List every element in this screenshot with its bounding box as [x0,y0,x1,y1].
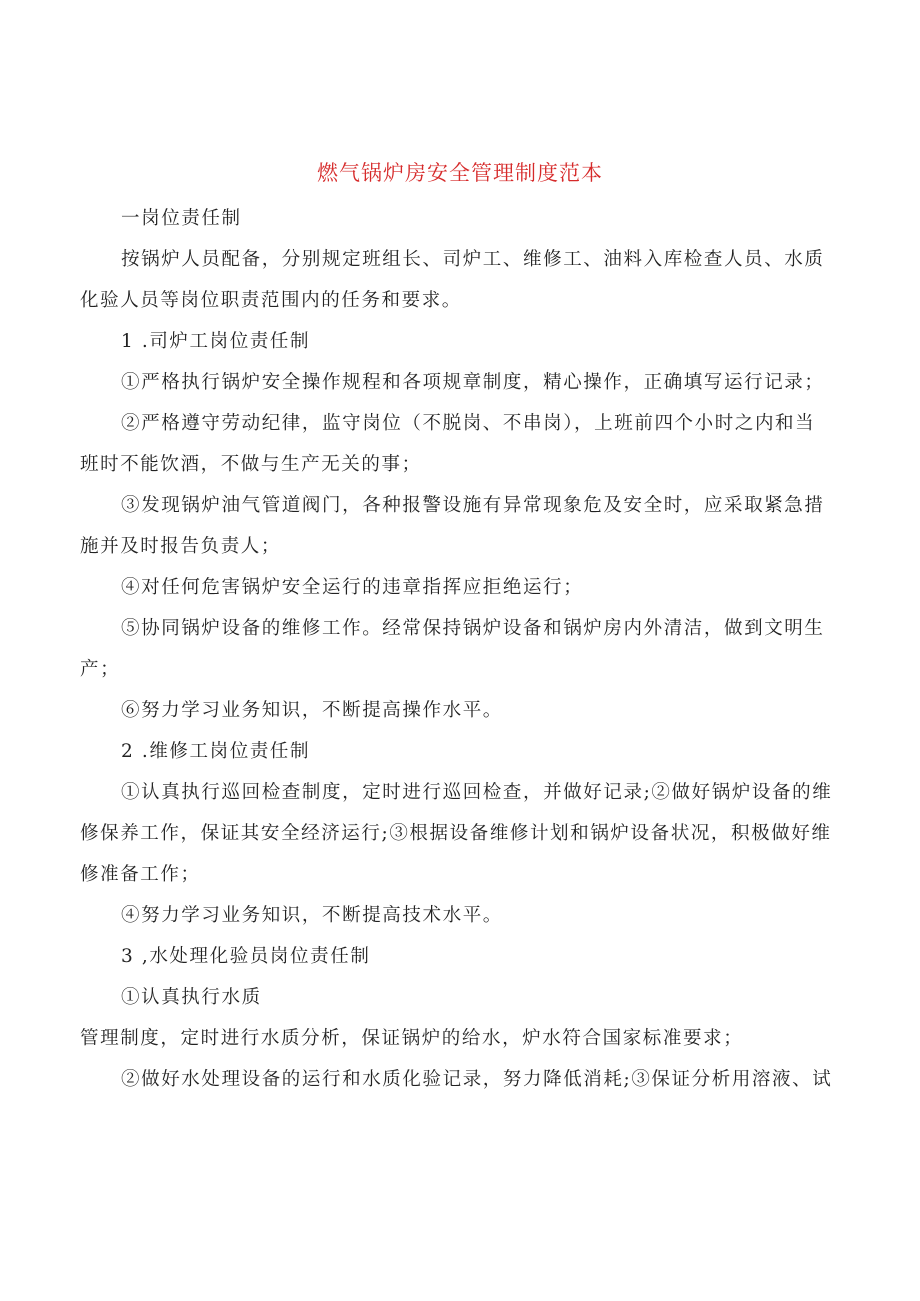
paragraph-line: ①严格执行锅炉安全操作规程和各项规章制度，精心操作，正确填写运行记录； [121,372,825,393]
paragraph-line: ①认真执行巡回检查制度，定时进行巡回检查，并做好记录;②做好锅炉设备的维 [121,782,833,803]
paragraph-line: ⑥努力学习业务知识，不断提高操作水平。 [121,700,503,721]
paragraph-line: ①认真执行水质 [121,987,262,1008]
paragraph-line: 管理制度，定时进行水质分析，保证锅炉的给水，炉水符合国家标准要求； [80,1028,744,1049]
paragraph-line: 施并及时报告负责人； [80,536,282,557]
subsection-heading: 3 ,水处理化验员岗位责任制 [121,946,371,967]
paragraph-line: ②做好水处理设备的运行和水质化验记录，努力降低消耗;③保证分析用溶液、试 [121,1069,833,1090]
section-heading: 一岗位责任制 [121,208,242,229]
document-title: 燃气锅炉房安全管理制度范本 [317,161,603,185]
paragraph-line: ④对任何危害锅炉安全运行的违章指挥应拒绝运行； [121,577,584,598]
paragraph-line: ⑤协同锅炉设备的维修工作。经常保持锅炉设备和锅炉房内外清洁，做到文明生 [121,618,825,639]
paragraph-line: 班时不能饮酒，不做与生产无关的事； [80,454,422,475]
subsection-heading: 1 .司炉工岗位责任制 [121,331,311,352]
paragraph-line: 按锅炉人员配备，分别规定班组长、司炉工、维修工、油料入库检查人员、水质 [121,249,825,270]
paragraph-line: ②严格遵守劳动纪律，监守岗位（不脱岗、不串岗），上班前四个小时之内和当 [121,413,816,434]
paragraph-line: 化验人员等岗位职责范围内的任务和要求。 [80,290,462,311]
paragraph-line: 修保养工作，保证其安全经济运行;③根据设备维修计划和锅炉设备状况，积极做好维 [80,823,832,844]
paragraph-line: 修准备工作； [80,864,201,885]
paragraph-line: 产； [80,659,121,680]
paragraph-line: ④努力学习业务知识，不断提高技术水平。 [121,905,503,926]
document-body [80,198,850,1100]
subsection-heading: 2 .维修工岗位责任制 [121,741,311,762]
paragraph-line: ③发现锅炉油气管道阀门，各种报警设施有异常现象危及安全时，应采取紧急措 [121,495,825,516]
